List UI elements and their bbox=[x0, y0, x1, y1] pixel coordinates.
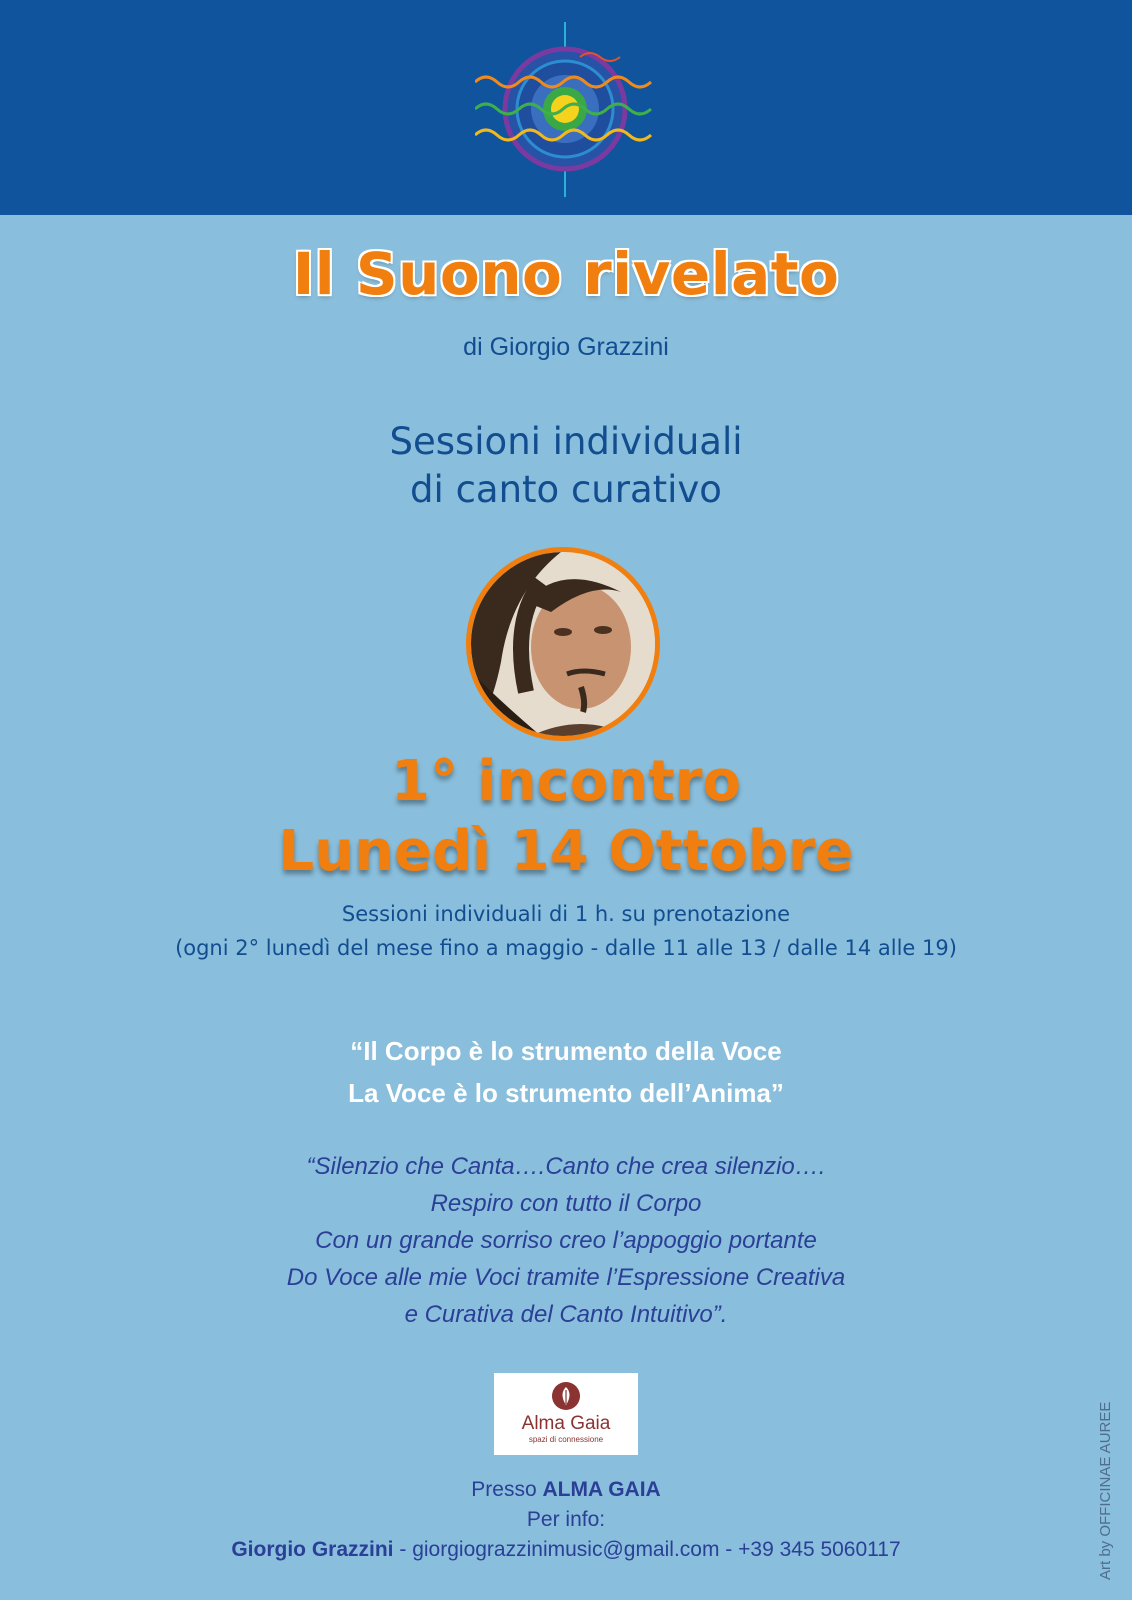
quote-line-1: “Il Corpo è lo strumento della Voce bbox=[350, 1036, 782, 1066]
presso-label: Presso bbox=[471, 1478, 537, 1501]
venue-logo-tagline: spazi di connessione bbox=[528, 1435, 604, 1444]
venue-logo-name: Alma Gaia bbox=[521, 1413, 611, 1434]
art-credit: Art by OFFICINAE AUREE bbox=[1097, 1401, 1114, 1580]
author-line: di Giorgio Grazzini bbox=[463, 333, 669, 361]
poem-line-5: e Curativa del Canto Intuitivo”. bbox=[404, 1301, 728, 1328]
poem-line-1: “Silenzio che Canta….Canto che crea silenzio…. bbox=[306, 1153, 826, 1180]
details-line-2: (ogni 2° lunedì del mese fino a maggio - dalle 11 alle 13 / dalle 14 alle 19) bbox=[175, 936, 957, 960]
contact-email[interactable]: giorgiograzzinimusic@gmail.com bbox=[412, 1538, 720, 1561]
page-title: Il Suono rivelato bbox=[292, 240, 840, 308]
contact-venue-line bbox=[0, 1475, 1132, 1505]
contact-separator-2: - bbox=[719, 1538, 739, 1561]
contact-phone[interactable]: +39 345 5060117 bbox=[738, 1538, 901, 1561]
quote bbox=[0, 1030, 1132, 1114]
details-line-1: Sessioni individuali di 1 h. su prenotazione bbox=[341, 902, 791, 926]
poem bbox=[0, 1148, 1132, 1333]
event-line-2: Lunedì 14 Ottobre bbox=[278, 819, 854, 884]
venue-name: ALMA GAIA bbox=[542, 1478, 661, 1501]
leaf-circle-icon bbox=[551, 1381, 581, 1411]
venue-logo bbox=[494, 1373, 638, 1455]
poem-line-3: Con un grande sorriso creo l’appoggio portante bbox=[315, 1227, 817, 1254]
contact-separator-1: - bbox=[393, 1538, 413, 1561]
poem-line-4: Do Voce alle mie Voci tramite l’Espressione Creativa bbox=[286, 1264, 846, 1291]
contact-details-line bbox=[0, 1535, 1132, 1565]
header-banner bbox=[0, 0, 1132, 215]
contact-name: Giorgio Grazzini bbox=[231, 1538, 394, 1561]
portrait-photo bbox=[466, 547, 660, 741]
contact-info bbox=[0, 1475, 1132, 1565]
subtitle-line-2: di canto curativo bbox=[410, 468, 722, 511]
session-details bbox=[0, 897, 1132, 965]
sound-wave-sun-emblem bbox=[475, 22, 655, 197]
quote-line-2: La Voce è lo strumento dell’Anima” bbox=[348, 1078, 784, 1108]
poem-line-2: Respiro con tutto il Corpo bbox=[430, 1190, 702, 1217]
portrait-illustration bbox=[471, 552, 655, 736]
subtitle bbox=[0, 418, 1132, 514]
subtitle-line-1: Sessioni individuali bbox=[389, 420, 743, 463]
info-label: Per info: bbox=[526, 1508, 606, 1531]
event-date bbox=[0, 747, 1132, 887]
event-line-1: 1° incontro bbox=[391, 749, 741, 814]
